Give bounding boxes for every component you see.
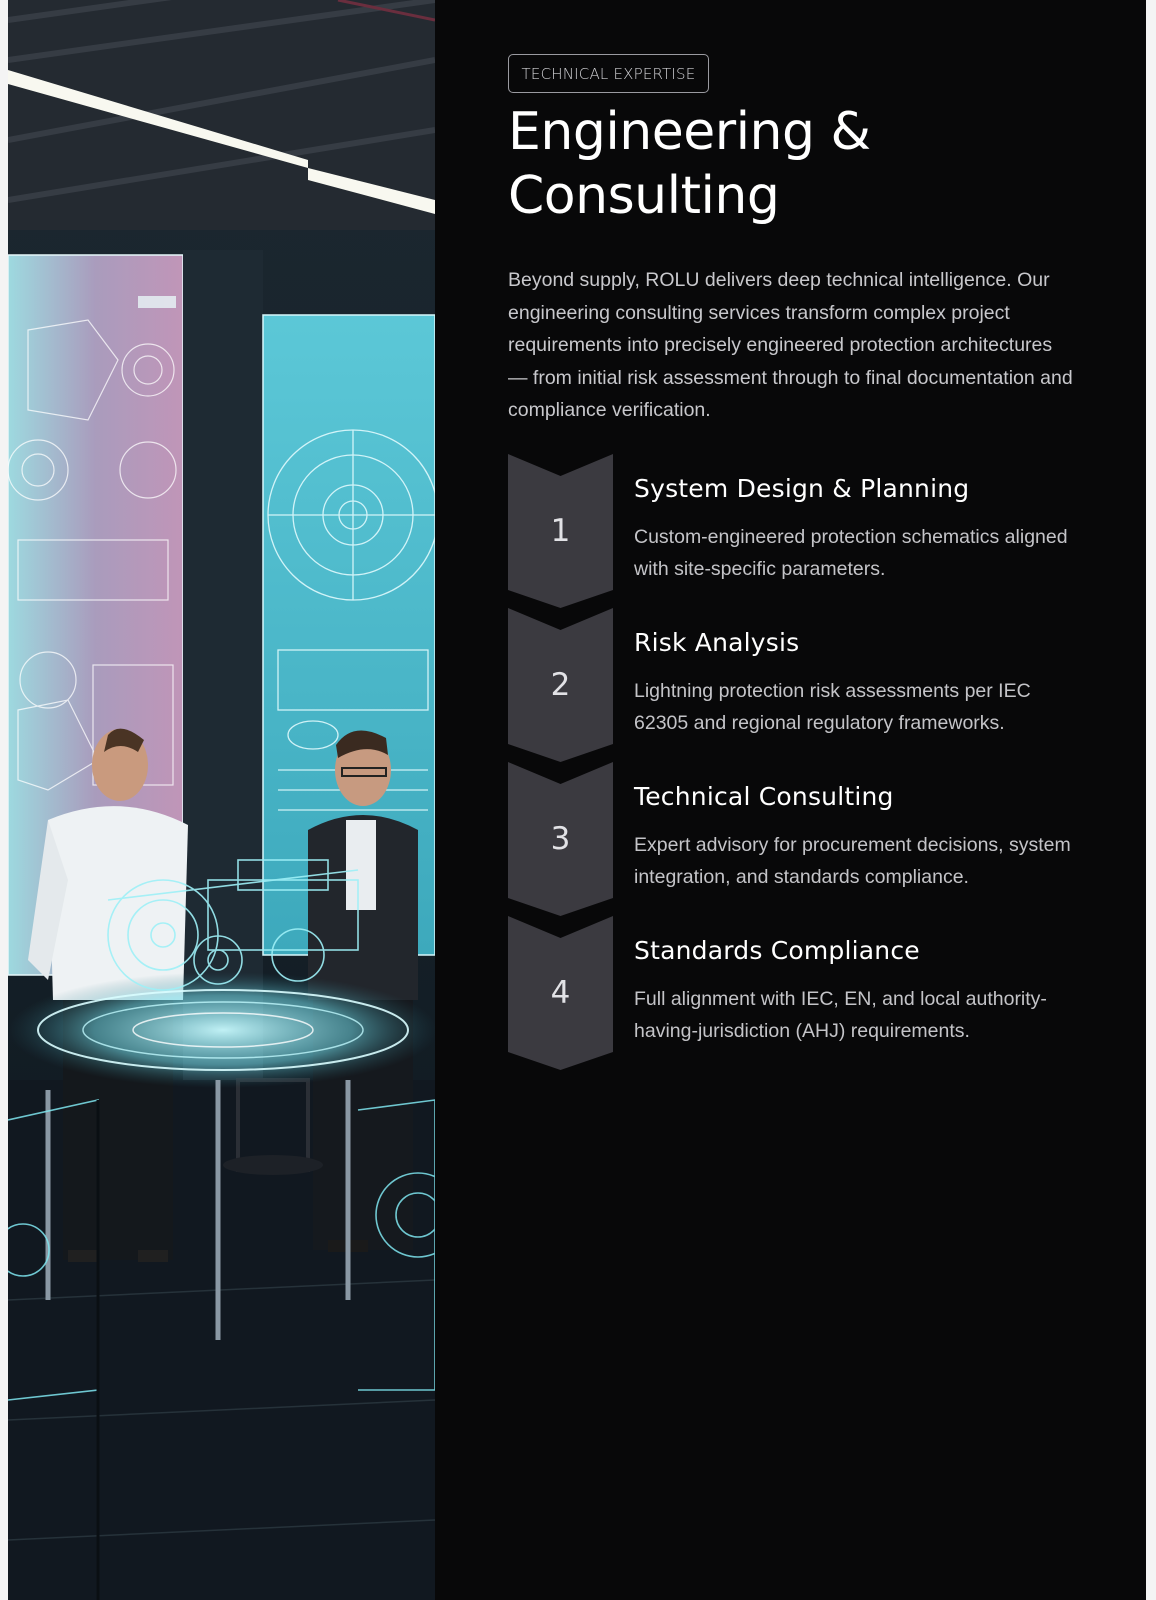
content-panel (435, 0, 1146, 1600)
intro-paragraph: Beyond supply, ROLU delivers deep technical intelligence. Our engineering consulting services transform complex project requirements into precisely engineered protection architectures — from initial risk assessment through to final documentation and compliance verification. (508, 269, 1073, 421)
page-title (508, 100, 1068, 228)
step-number: 3 (550, 821, 571, 857)
step-item (508, 762, 1088, 916)
step-title: System Design & Planning (634, 474, 970, 503)
title-line-2: Consulting (508, 166, 780, 226)
step-title: Risk Analysis (634, 628, 800, 657)
section-tag: TECHNICAL EXPERTISE (508, 54, 709, 93)
steps-list (508, 454, 1088, 1070)
step-number: 2 (550, 667, 571, 703)
step-item (508, 608, 1088, 762)
step-description: Custom-engineered protection schematics aligned with site-specific parameters. (634, 526, 1068, 580)
step-description: Lightning protection risk assessments per IEC 62305 and regional regulatory frameworks. (634, 680, 1031, 734)
page-edge-right (1146, 0, 1156, 1600)
engineering-team-photo (8, 0, 435, 1600)
page-edge-left (0, 0, 8, 1600)
step-description: Expert advisory for procurement decisions, system integration, and standards compliance. (634, 834, 1071, 888)
step-item (508, 916, 1088, 1070)
step-description: Full alignment with IEC, EN, and local authority-having-jurisdiction (AHJ) requirements. (634, 988, 1047, 1042)
step-item (508, 454, 1088, 608)
title-line-1: Engineering & (508, 102, 871, 162)
step-number: 4 (550, 975, 571, 1011)
step-title: Standards Compliance (634, 936, 920, 965)
step-title: Technical Consulting (634, 782, 894, 811)
step-number: 1 (550, 513, 571, 549)
